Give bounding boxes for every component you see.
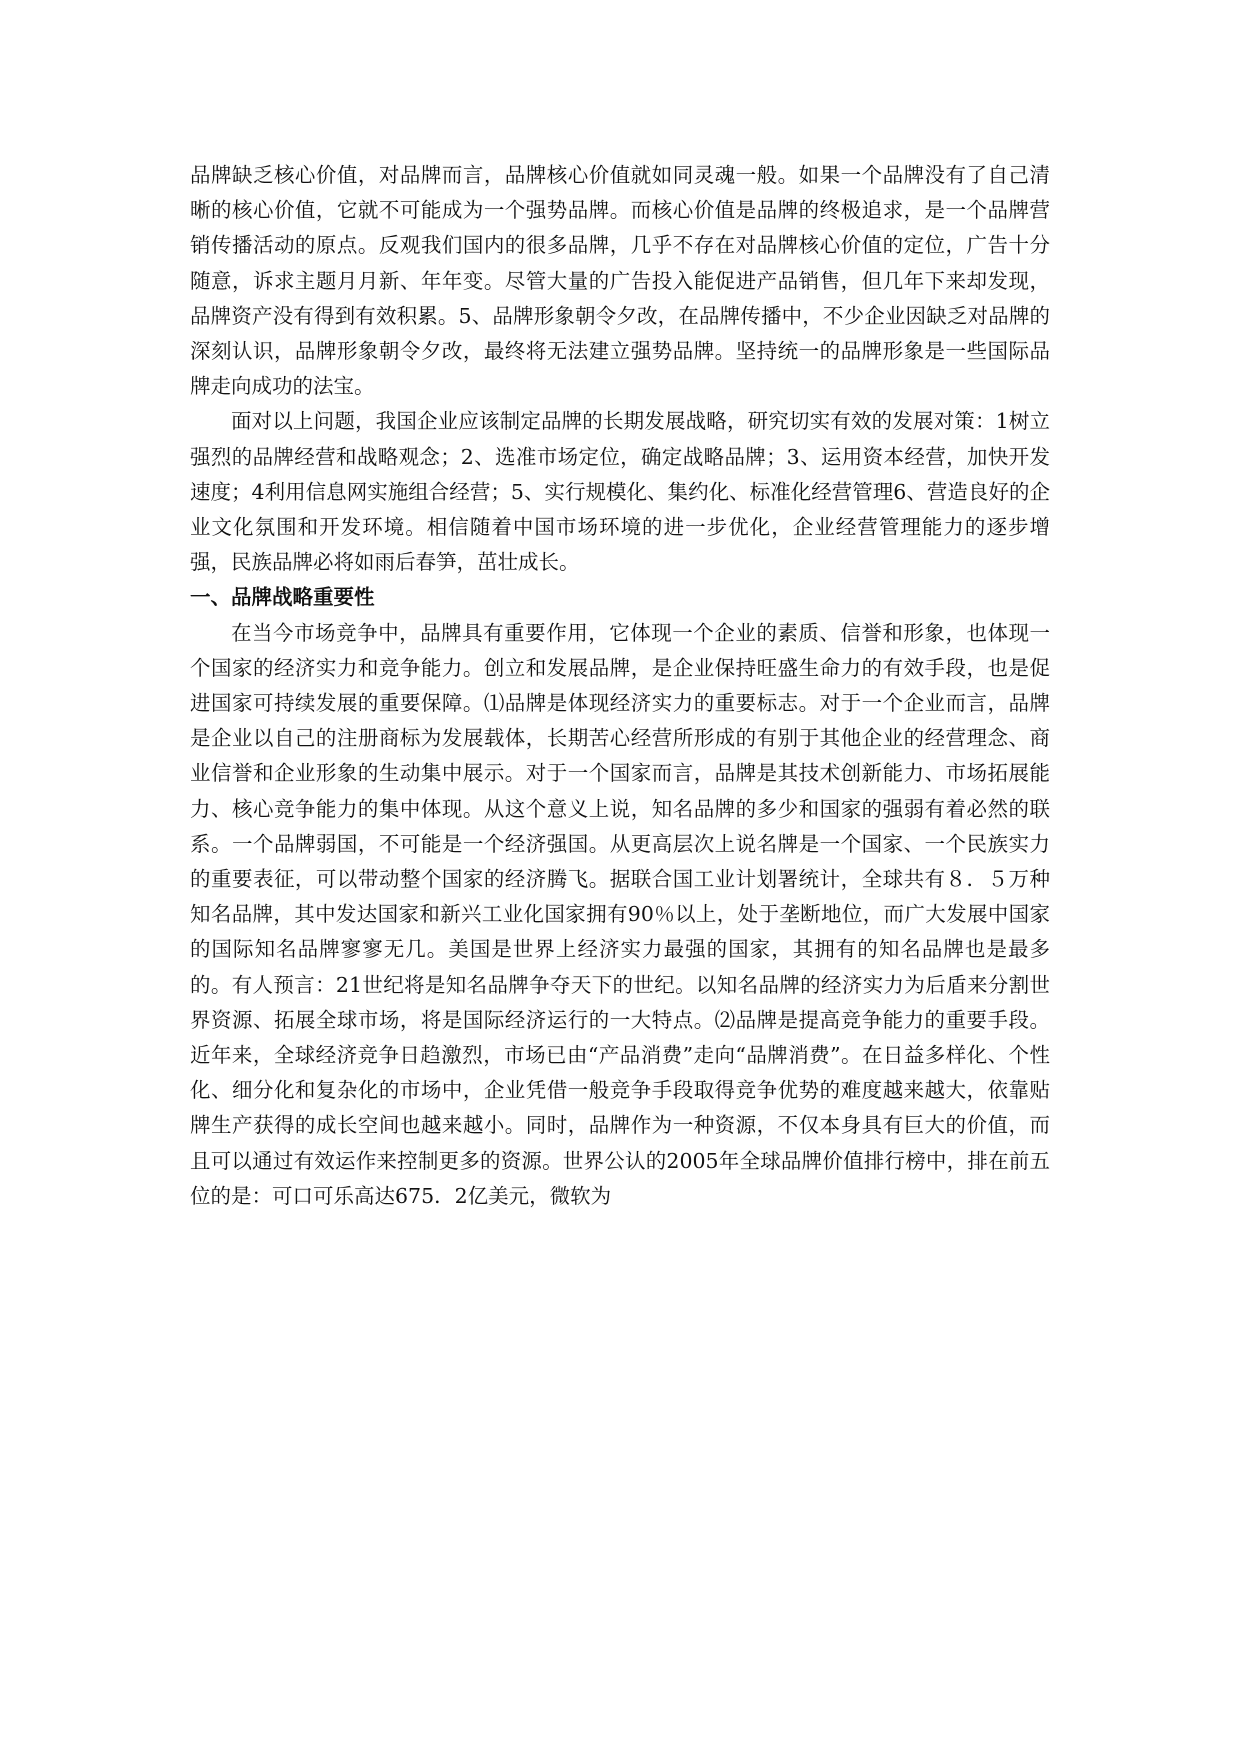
- section-heading-brand-strategy: 一、品牌战略重要性: [190, 585, 375, 610]
- paragraph-brand-importance: 在当今市场竞争中，品牌具有重要作用，它体现一个企业的素质、信誉和形象，也体现一个国家的经济实力和竞争能力。创立和发展品牌，是企业保持旺盛生命力的有效手段，也是促进国家可持续发展的重要保障。⑴品牌是体现经济实力的重要标志。对于一个企业而言，品牌是企业以自己的注册商标为发展载体，长期苦心经营所形成的有别于其他企业的经营理念、商业信誉和企业形象的生动集中展示。对于一个国家而言，品牌是其技术创新能力、市场拓展能力、核心竞争能力的集中体现。从这个意义上说，知名品牌的多少和国家的强弱有着必然的联系。一个品牌弱国，不可能是一个经济强国。从更高层次上说名牌是一个国家、一个民族实力的重要表征，可以带动整个国家的经济腾飞。据联合国工业计划署统计，全球共有８．５万种知名品牌，其中发达国家和新兴工业化国家拥有90％以上，处于垄断地位，而广大发展中国家的国际知名品牌寥寥无几。美国是世界上经济实力最强的国家，其拥有的知名品牌也是最多的。有人预言：21世纪将是知名品牌争夺天下的世纪。以知名品牌的经济实力为后盾来分割世界资源、拓展全球市场，将是国际经济运行的一大特点。⑵品牌是提高竞争能力的重要手段。近年来，全球经济竞争日趋激烈，市场已由“产品消费”走向“品牌消费”。在日益多样化、个性化、细分化和复杂化的市场中，企业凭借一般竞争手段取得竞争优势的难度越来越大，依靠贴牌生产获得的成长空间也越来越小。同时，品牌作为一种资源，不仅本身具有巨大的价值，而且可以通过有效运作来控制更多的资源。世界公认的2005年全球品牌价值排行榜中，排在前五位的是：可口可乐高达675．2亿美元，微软为: [190, 620, 1050, 1208]
- paragraph-countermeasures: 面对以上问题，我国企业应该制定品牌的长期发展战略，研究切实有效的发展对策：1树立强烈的品牌经营和战略观念；2、选准市场定位，确定战略品牌；3、运用资本经营，加快开发速度；4利用信息网实施组合经营；5、实行规模化、集约化、标准化经营管理6、营造良好的企业文化氛围和开发环境。相信随着中国市场环境的进一步优化，企业经营管理能力的逐步增强，民族品牌必将如雨后春笋，茁壮成长。: [190, 409, 1050, 575]
- document-body: [190, 158, 1050, 1214]
- paragraph-brand-core-value: 品牌缺乏核心价值，对品牌而言，品牌核心价值就如同灵魂一般。如果一个品牌没有了自己清晰的核心价值，它就不可能成为一个强势品牌。而核心价值是品牌的终极追求，是一个品牌营销传播活动的原点。反观我们国内的很多品牌，几乎不存在对品牌核心价值的定位，广告十分随意，诉求主题月月新、年年变。尽管大量的广告投入能促进产品销售，但几年下来却发现，品牌资产没有得到有效积累。5、品牌形象朝令夕改，在品牌传播中，不少企业因缺乏对品牌的深刻认识，品牌形象朝令夕改，最终将无法建立强势品牌。坚持统一的品牌形象是一些国际品牌走向成功的法宝。: [190, 163, 1050, 399]
